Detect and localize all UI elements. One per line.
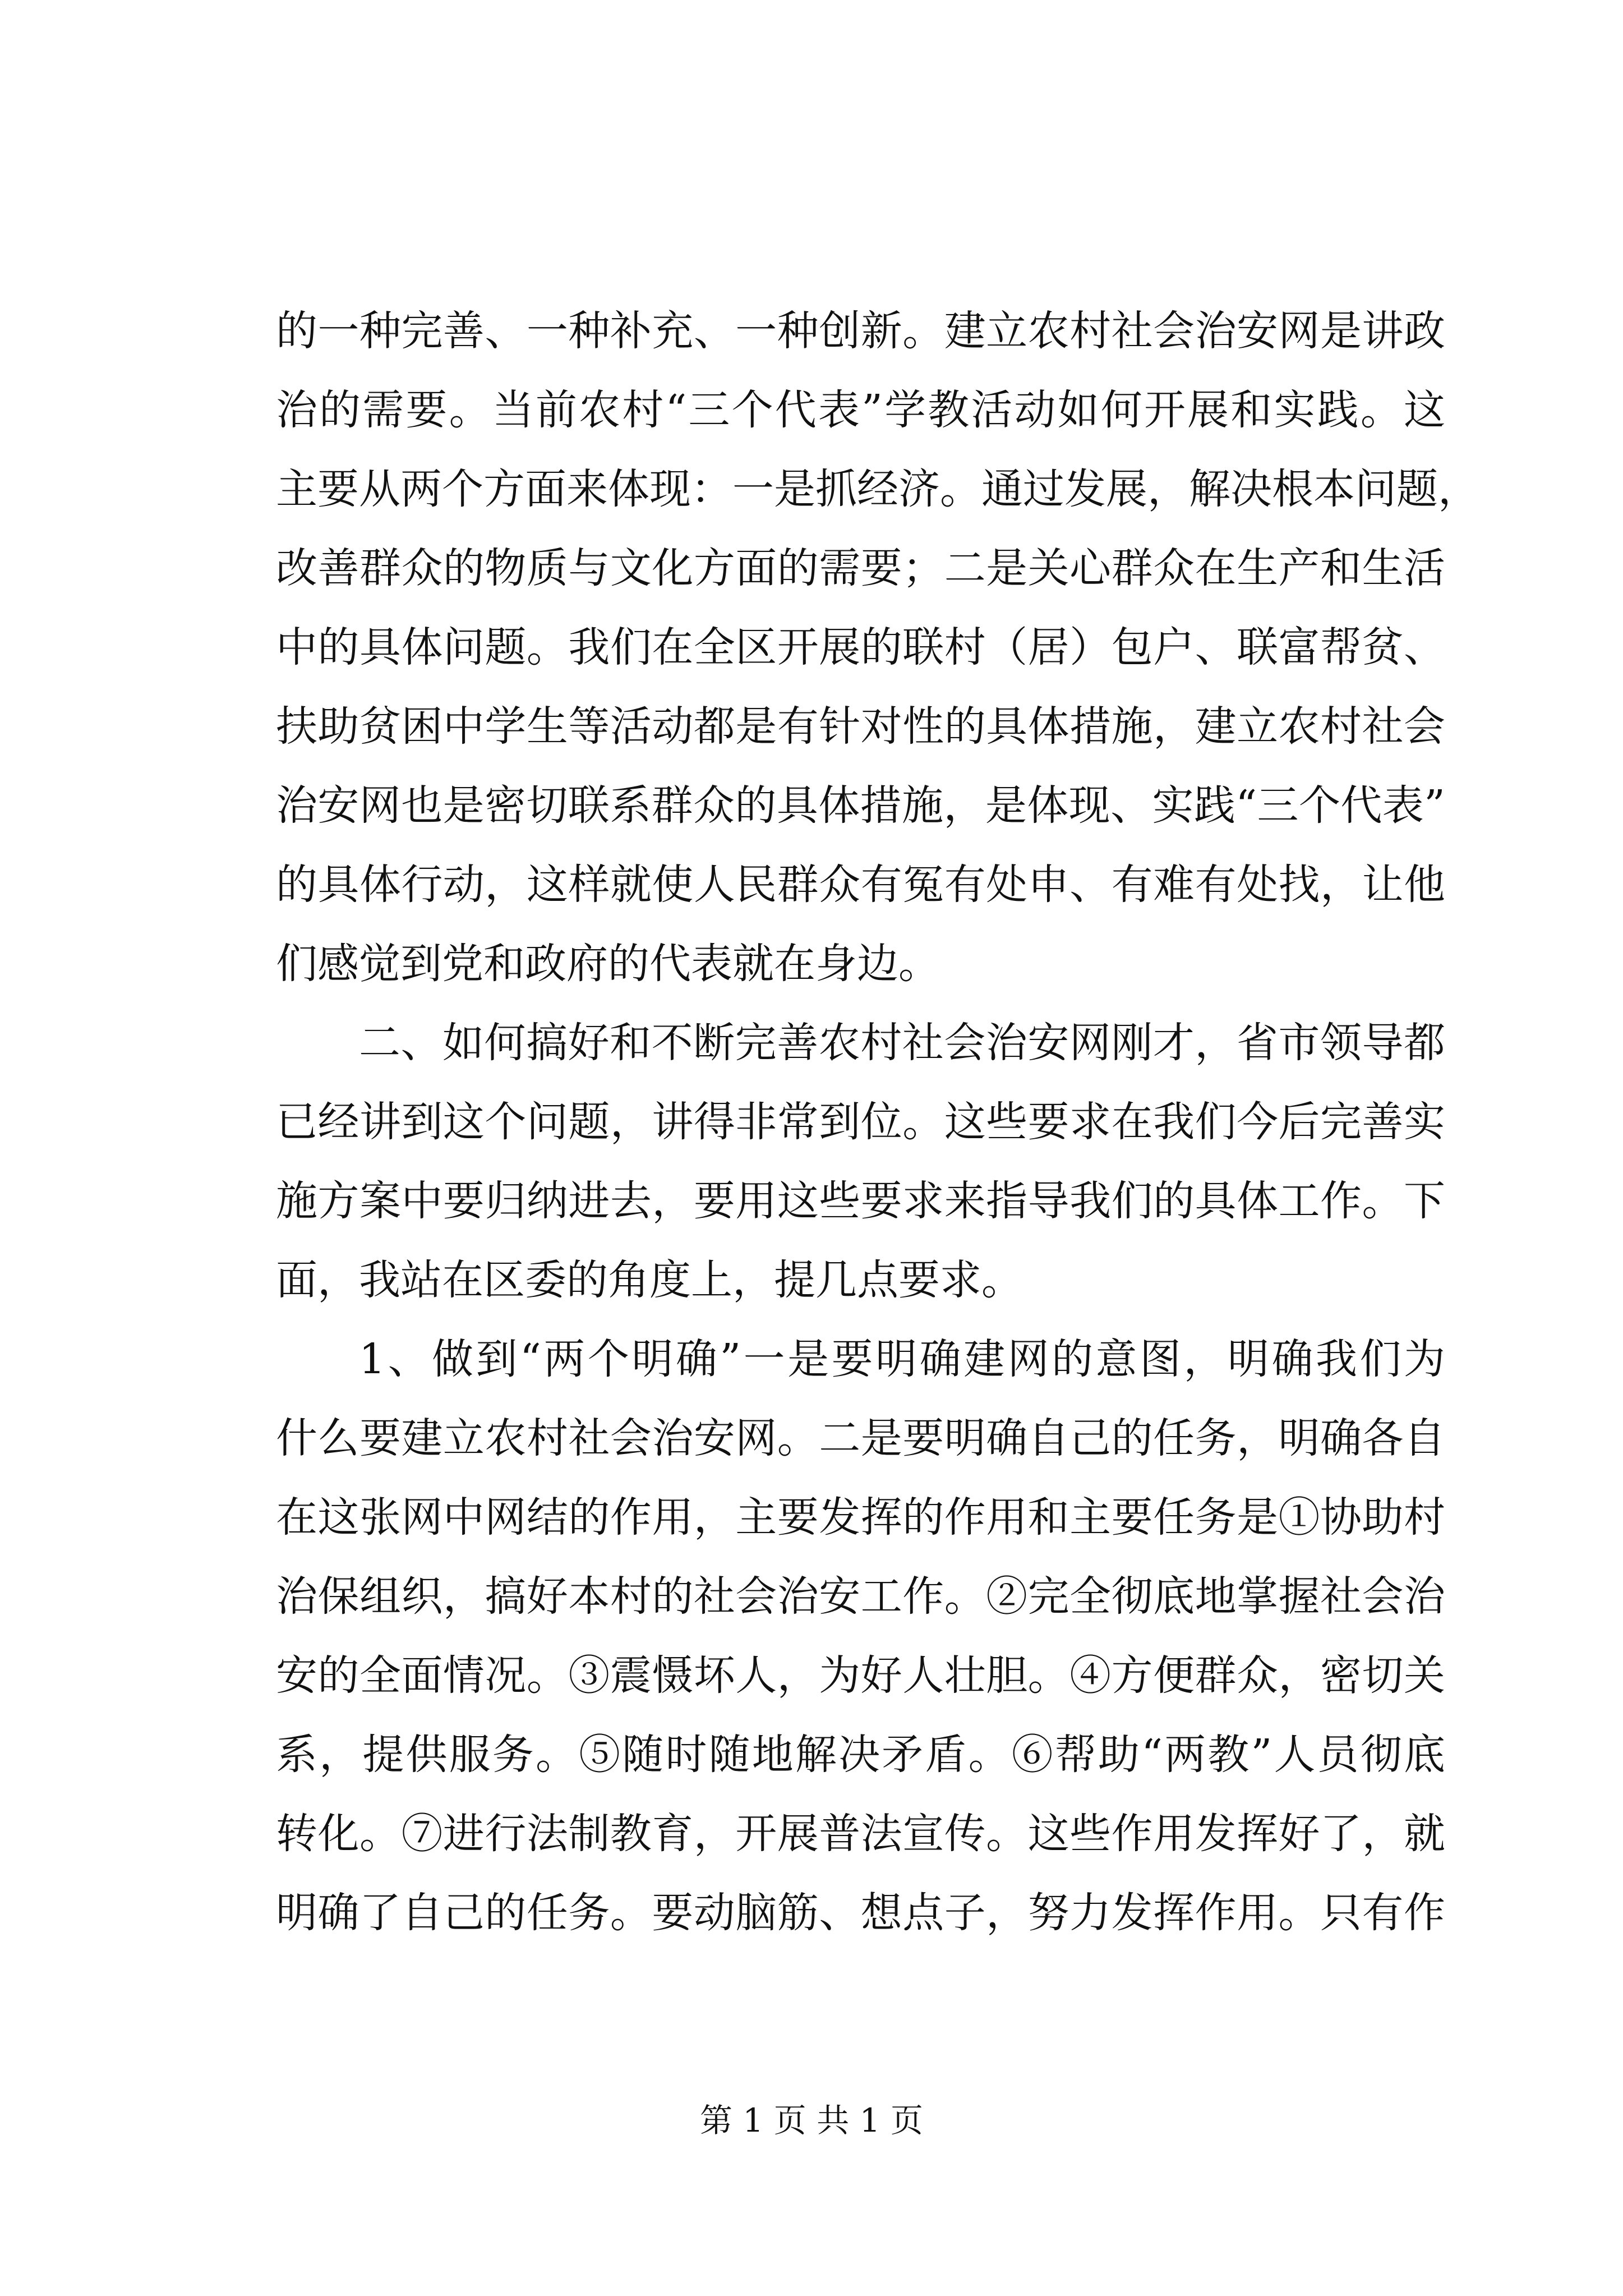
text-line: 系，提供服务。⑤随时随地解决矛盾。⑥帮助“两教”人员彻底 bbox=[276, 1731, 1445, 1779]
text-line: 扶助贫困中学生等活动都是有针对性的具体措施，建立农村社会 bbox=[276, 702, 1445, 751]
text-line: 的一种完善、一种补充、一种创新。建立农村社会治安网是讲政 bbox=[276, 307, 1445, 355]
text-line: 改善群众的物质与文化方面的需要；二是关心群众在生产和生活 bbox=[276, 544, 1445, 592]
text-line: 转化。⑦进行法制教育，开展普法宣传。这些作用发挥好了，就 bbox=[276, 1810, 1445, 1858]
text-line: 什么要建立农村社会治安网。二是要明确自己的任务，明确各自 bbox=[276, 1414, 1445, 1462]
text-line: 们感觉到党和政府的代表就在身边。 bbox=[276, 940, 940, 988]
text-line: 主要从两个方面来体现：一是抓经济。通过发展，解决根本问题， bbox=[276, 465, 1479, 513]
paragraph-first-line: 1、做到“两个明确”一是要明确建网的意图，明确我们为 bbox=[359, 1335, 1445, 1383]
text-line: 中的具体问题。我们在全区开展的联村（居）包户、联富帮贫、 bbox=[276, 623, 1445, 671]
text-line: 明确了自己的任务。要动脑筋、想点子，努力发挥作用。只有作 bbox=[276, 1889, 1445, 1937]
text-line: 的具体行动，这样就使人民群众有冤有处申、有难有处找，让他 bbox=[276, 861, 1445, 909]
text-line: 安的全面情况。③震慑坏人，为好人壮胆。④方便群众，密切关 bbox=[276, 1651, 1445, 1700]
page-number-footer: 第 1 页 共 1 页 bbox=[700, 2101, 923, 2139]
paragraph-first-line: 二、如何搞好和不断完善农村社会治安网刚才，省市领导都 bbox=[359, 1019, 1445, 1067]
text-line: 治安网也是密切联系群众的具体措施，是体现、实践“三个代表” bbox=[276, 781, 1445, 830]
text-line: 面，我站在区委的角度上，提几点要求。 bbox=[276, 1256, 1023, 1304]
text-line: 治保组织，搞好本村的社会治安工作。②完全彻底地掌握社会治 bbox=[276, 1572, 1445, 1621]
text-line: 在这张网中网结的作用，主要发挥的作用和主要任务是①协助村 bbox=[276, 1493, 1445, 1542]
text-line: 施方案中要归纳进去，要用这些要求来指导我们的具体工作。下 bbox=[276, 1177, 1445, 1225]
text-line: 已经讲到这个问题，讲得非常到位。这些要求在我们今后完善实 bbox=[276, 1098, 1445, 1146]
text-line: 治的需要。当前农村“三个代表”学教活动如何开展和实践。这 bbox=[276, 386, 1445, 434]
